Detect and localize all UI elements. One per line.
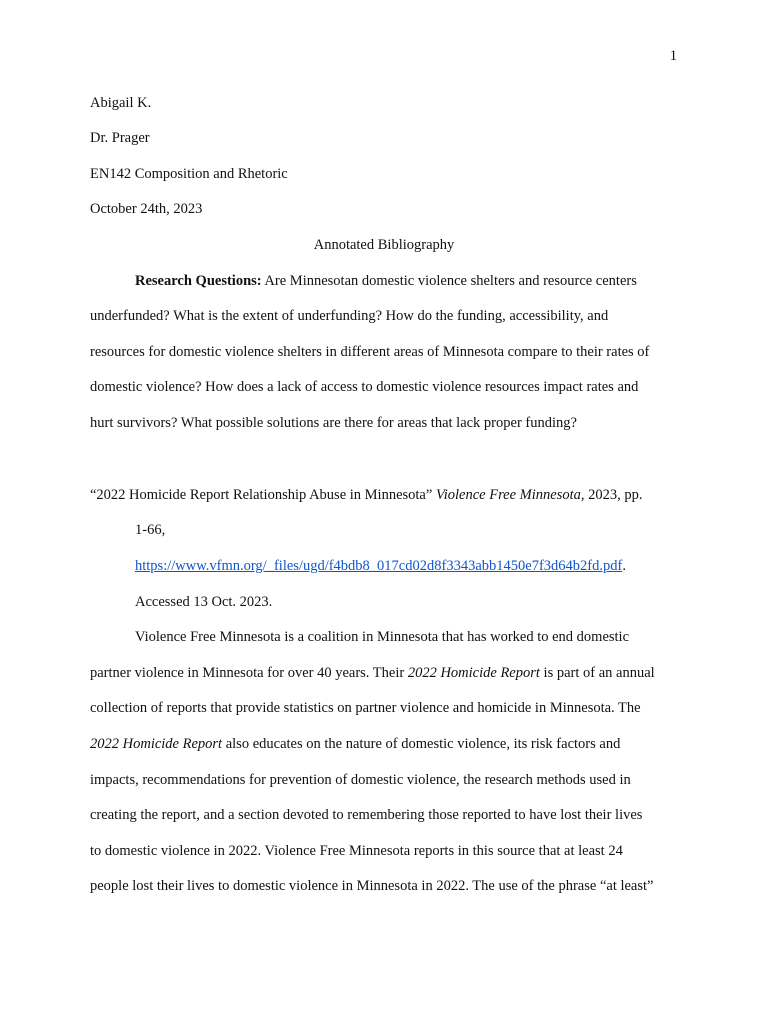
annotation-line-7: to domestic violence in 2022. Violence Free Minnesota reports in this source that at least 24 <box>90 843 623 859</box>
author-name: Abigail K. <box>90 95 152 111</box>
research-questions-line-4: domestic violence? How does a lack of access to domestic violence resources impact rates and <box>90 379 639 395</box>
citation-title: “2022 Homicide Report Relationship Abuse in Minnesota” <box>90 487 436 503</box>
annotation-line-6: creating the report, and a section devoted to remembering those reported to have lost their lives <box>90 807 643 823</box>
annotation-line-5: impacts, recommendations for prevention of domestic violence, the research methods used in <box>90 772 631 788</box>
citation-year-pages: , 2023, pp. <box>580 487 643 503</box>
citation-accessed: Accessed 13 Oct. 2023. <box>135 594 273 610</box>
annotation-line-2 <box>90 664 655 682</box>
annotation-line-3: collection of reports that provide statistics on partner violence and homicide in Minnesota. The <box>90 700 641 716</box>
citation-line-1 <box>90 486 643 504</box>
citation-url-line <box>135 557 626 575</box>
research-questions-line-5: hurt survivors? What possible solutions are there for areas that lack proper funding? <box>90 415 577 431</box>
course-name: EN142 Composition and Rhetoric <box>90 166 288 182</box>
research-questions-label: Research Questions: <box>135 273 262 289</box>
annotation-line-2-start: partner violence in Minnesota for over 40 years. Their <box>90 665 408 681</box>
research-questions-text: Are Minnesotan domestic violence shelters and resource centers <box>261 273 637 289</box>
report-title-italic: 2022 Homicide Report <box>90 736 223 752</box>
annotation-line-2-end: is part of an annual <box>539 665 655 681</box>
page-number: 1 <box>669 48 677 64</box>
research-questions-line-2: underfunded? What is the extent of underfunding? How do the funding, accessibility, and <box>90 308 609 324</box>
annotation-line-4 <box>90 735 620 753</box>
instructor-name: Dr. Prager <box>90 130 150 146</box>
citation-url-link[interactable]: https://www.vfmn.org/_files/ugd/f4bdb8_017cd02d8f3343abb1450e7f3d64b2fd.pdf <box>135 558 623 574</box>
research-questions-line-1 <box>135 272 637 290</box>
document-title: Annotated Bibliography <box>313 237 455 253</box>
research-questions-line-3: resources for domestic violence shelters in different areas of Minnesota compare to their rates of <box>90 344 650 360</box>
annotation-line-8: people lost their lives to domestic violence in Minnesota in 2022. The use of the phrase “at least” <box>90 878 654 894</box>
annotation-line-4-end: also educates on the nature of domestic violence, its risk factors and <box>222 736 621 752</box>
report-title-italic: 2022 Homicide Report <box>407 665 540 681</box>
document-date: October 24th, 2023 <box>90 201 203 217</box>
citation-url-suffix: . <box>622 558 626 574</box>
citation-pages: 1-66, <box>135 522 166 538</box>
citation-publisher: Violence Free Minnesota <box>435 487 581 503</box>
annotation-line-1: Violence Free Minnesota is a coalition in Minnesota that has worked to end domestic <box>135 629 630 645</box>
